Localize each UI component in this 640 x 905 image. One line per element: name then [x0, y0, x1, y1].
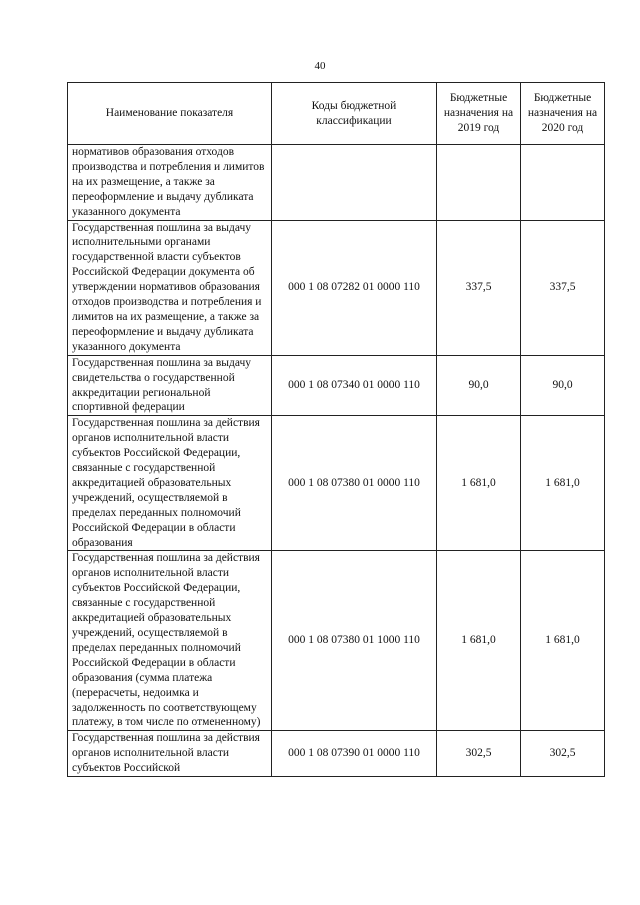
row-value-2020: 1 681,0 — [521, 416, 605, 551]
header-budget-2019: Бюджетные назначения на 2019 год — [437, 83, 521, 145]
row-code: 000 1 08 07380 01 1000 110 — [272, 551, 437, 731]
row-name: Государственная пошлина за действия органов исполнительной власти субъектов Российской Федерации, связанные с государственной аккредитацией образовательных учреждений, осуществляемой в пределах переданных полномочий Российской Федерации в области образования — [68, 416, 272, 551]
row-code: 000 1 08 07380 01 0000 110 — [272, 416, 437, 551]
table-row — [68, 355, 605, 416]
table-row — [68, 731, 605, 777]
row-value-2020: 302,5 — [521, 731, 605, 777]
budget-table — [67, 82, 605, 777]
row-code: 000 1 08 07340 01 0000 110 — [272, 355, 437, 416]
row-name: Государственная пошлина за выдачу свидетельства о государственной аккредитации региональной спортивной федерации — [68, 355, 272, 416]
row-value-2019: 337,5 — [437, 220, 521, 355]
table-row — [68, 145, 605, 221]
row-value-2020: 90,0 — [521, 355, 605, 416]
row-name: нормативов образования отходов производства и потребления и лимитов на их размещение, а также за переоформление и выдачу дубликата указанного документа — [68, 145, 272, 221]
row-name: Государственная пошлина за выдачу исполнительными органами государственной власти субъектов Российской Федерации документа об утверждении нормативов образования отходов производства и потребления и лимитов на их размещение, а также за переоформление и выдачу дубликата указанного документа — [68, 220, 272, 355]
header-budget-2020: Бюджетные назначения на 2020 год — [521, 83, 605, 145]
header-classification-codes: Коды бюджетной классификации — [272, 83, 437, 145]
header-indicator-name: Наименование показателя — [68, 83, 272, 145]
table-row — [68, 220, 605, 355]
table-header-row — [68, 83, 605, 145]
row-value-2019: 90,0 — [437, 355, 521, 416]
page-number: 40 — [314, 60, 326, 72]
row-value-2019 — [437, 145, 521, 221]
row-value-2019: 1 681,0 — [437, 416, 521, 551]
row-code: 000 1 08 07390 01 0000 110 — [272, 731, 437, 777]
row-value-2019: 302,5 — [437, 731, 521, 777]
table-row — [68, 551, 605, 731]
row-value-2020: 1 681,0 — [521, 551, 605, 731]
row-value-2020 — [521, 145, 605, 221]
row-value-2020: 337,5 — [521, 220, 605, 355]
row-name: Государственная пошлина за действия органов исполнительной власти субъектов Российской — [68, 731, 272, 777]
row-code: 000 1 08 07282 01 0000 110 — [272, 220, 437, 355]
row-value-2019: 1 681,0 — [437, 551, 521, 731]
row-code — [272, 145, 437, 221]
row-name: Государственная пошлина за действия органов исполнительной власти субъектов Российской Федерации, связанные с государственной аккредитацией образовательных учреждений, осуществляемой в пределах переданных полномочий Российской Федерации в области образования (сумма платежа (перерасчеты, недоимка и задолженность по соответствующему платежу, в том числе по отмененному) — [68, 551, 272, 731]
table-row — [68, 416, 605, 551]
